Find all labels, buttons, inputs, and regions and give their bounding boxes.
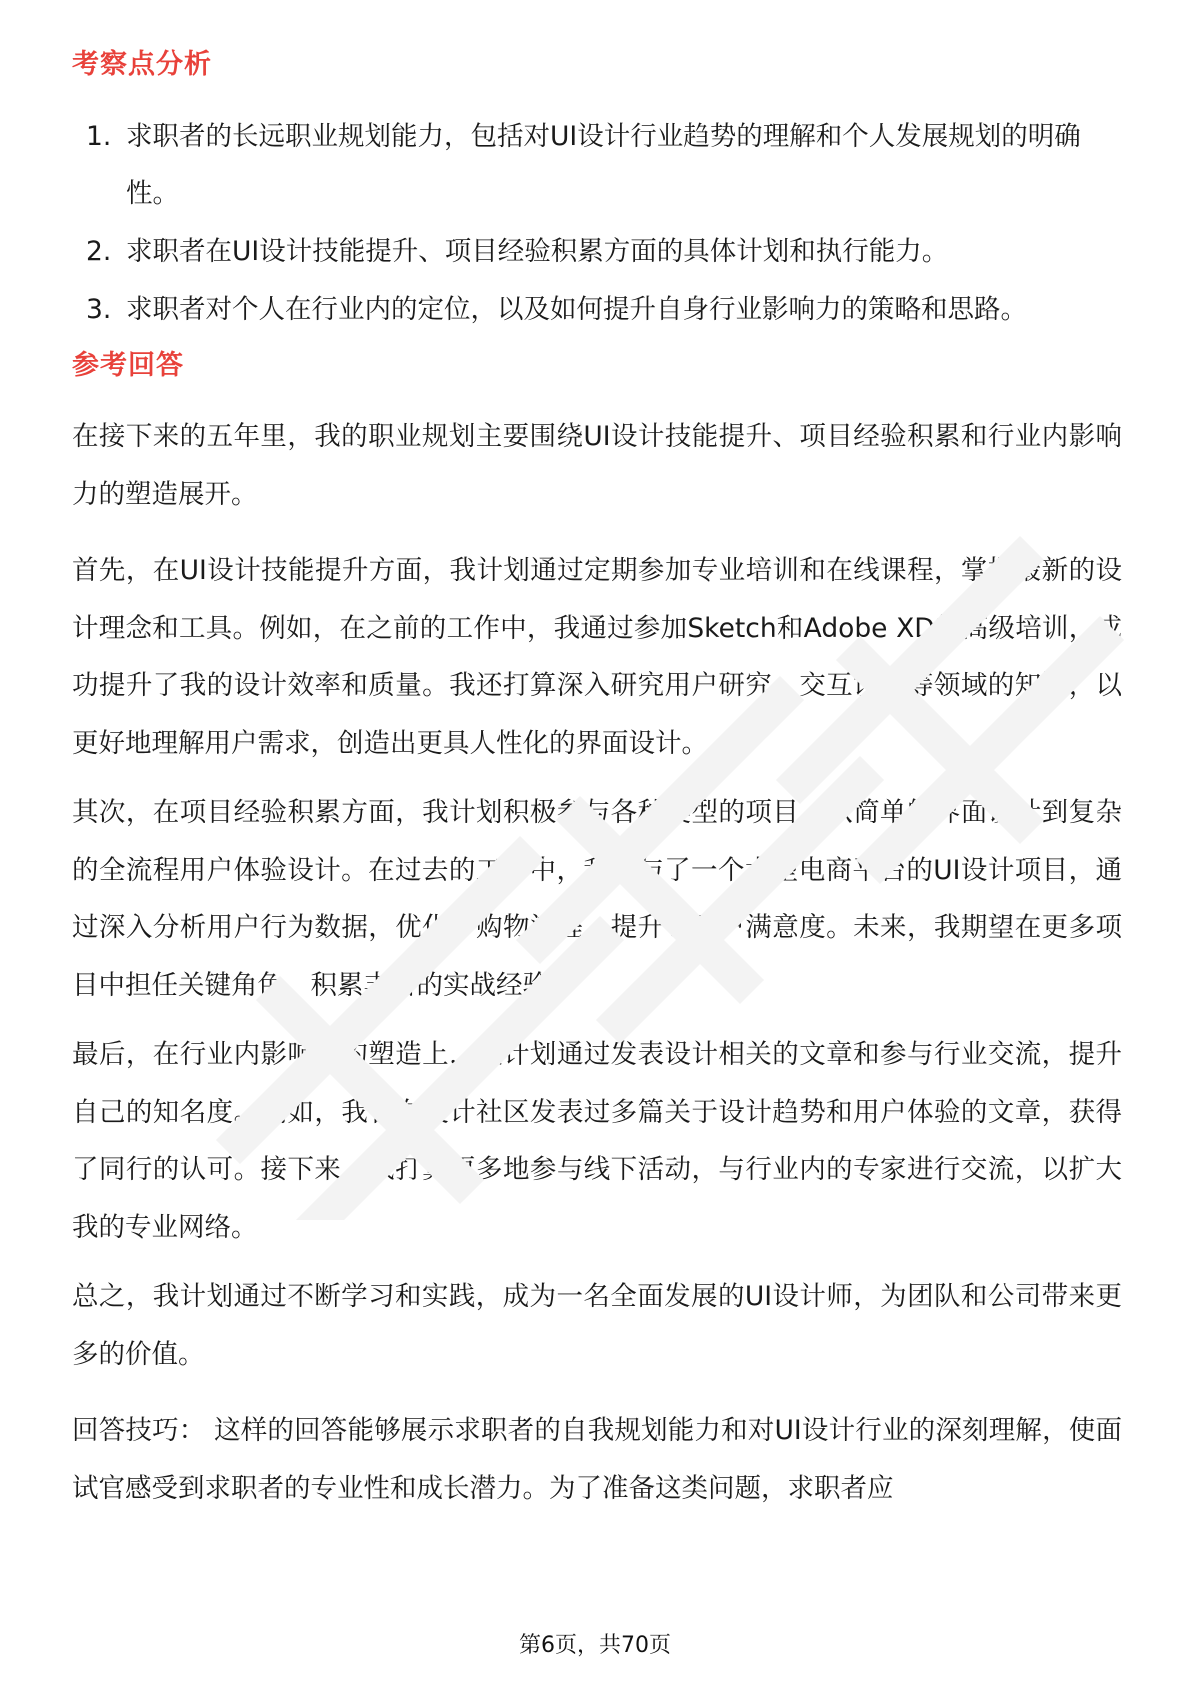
list-item-text: 求职者对个人在行业内的定位，以及如何提升自身行业影响力的策略和思路。 bbox=[126, 294, 1027, 325]
list-item-number: 3. bbox=[86, 294, 112, 325]
paragraph-influence: 最后，在行业内影响力的塑造上，我计划通过发表设计相关的文章和参与行业交流，提升自己的知名度。例如，我曾在设计社区发表过多篇关于设计趋势和用户体验的文章，获得了同行的认可。接下来，我打算更多地参与线下活动，与行业内的专家进行交流，以扩大我的专业网络。 bbox=[72, 1039, 1122, 1243]
page-footer: 第6页，共70页 bbox=[519, 1633, 671, 1658]
paragraph-intro: 在接下来的五年里，我的职业规划主要围绕UI设计技能提升、项目经验积累和行业内影响力的塑造展开。 bbox=[72, 421, 1122, 510]
paragraph-projects: 其次，在项目经验积累方面，我计划积极参与各种类型的项目，从简单的界面设计到复杂的全流程用户体验设计。在过去的工作中，我参与了一个大型电商平台的UI设计项目，通过深入分析用户行为数据，优化了购物流程，提升了用户满意度。未来，我期望在更多项目中担任关键角色，积累丰富的实战经验。 bbox=[72, 797, 1122, 1001]
analysis-list bbox=[72, 108, 1122, 339]
list-item bbox=[72, 108, 1122, 222]
document-page bbox=[72, 0, 1122, 1684]
analysis-heading: 考察点分析 bbox=[72, 49, 212, 80]
answer-heading: 参考回答 bbox=[72, 350, 184, 381]
list-item bbox=[72, 281, 1122, 338]
list-item-number: 2. bbox=[86, 236, 112, 267]
list-item-text: 求职者在UI设计技能提升、项目经验积累方面的具体计划和执行能力。 bbox=[126, 236, 949, 267]
paragraph-skills: 首先，在UI设计技能提升方面，我计划通过定期参加专业培训和在线课程，掌握最新的设计理念和工具。例如，在之前的工作中，我通过参加Sketch和Adobe XD的高级培训，成功提升了我的设计效率和质量。我还打算深入研究用户研究、交互设计等领域的知识，以更好地理解用户需求，创造出更具人性化的界面设计。 bbox=[72, 555, 1122, 759]
list-item-number: 1. bbox=[86, 121, 112, 152]
list-item bbox=[72, 223, 1122, 280]
paragraph-summary: 总之，我计划通过不断学习和实践，成为一名全面发展的UI设计师，为团队和公司带来更多的价值。 bbox=[72, 1281, 1122, 1370]
list-item-text: 求职者的长远职业规划能力，包括对UI设计行业趋势的理解和个人发展规划的明确性。 bbox=[126, 121, 1081, 209]
paragraph-tips: 回答技巧： 这样的回答能够展示求职者的自我规划能力和对UI设计行业的深刻理解，使面试官感受到求职者的专业性和成长潜力。为了准备这类问题，求职者应 bbox=[72, 1415, 1122, 1504]
